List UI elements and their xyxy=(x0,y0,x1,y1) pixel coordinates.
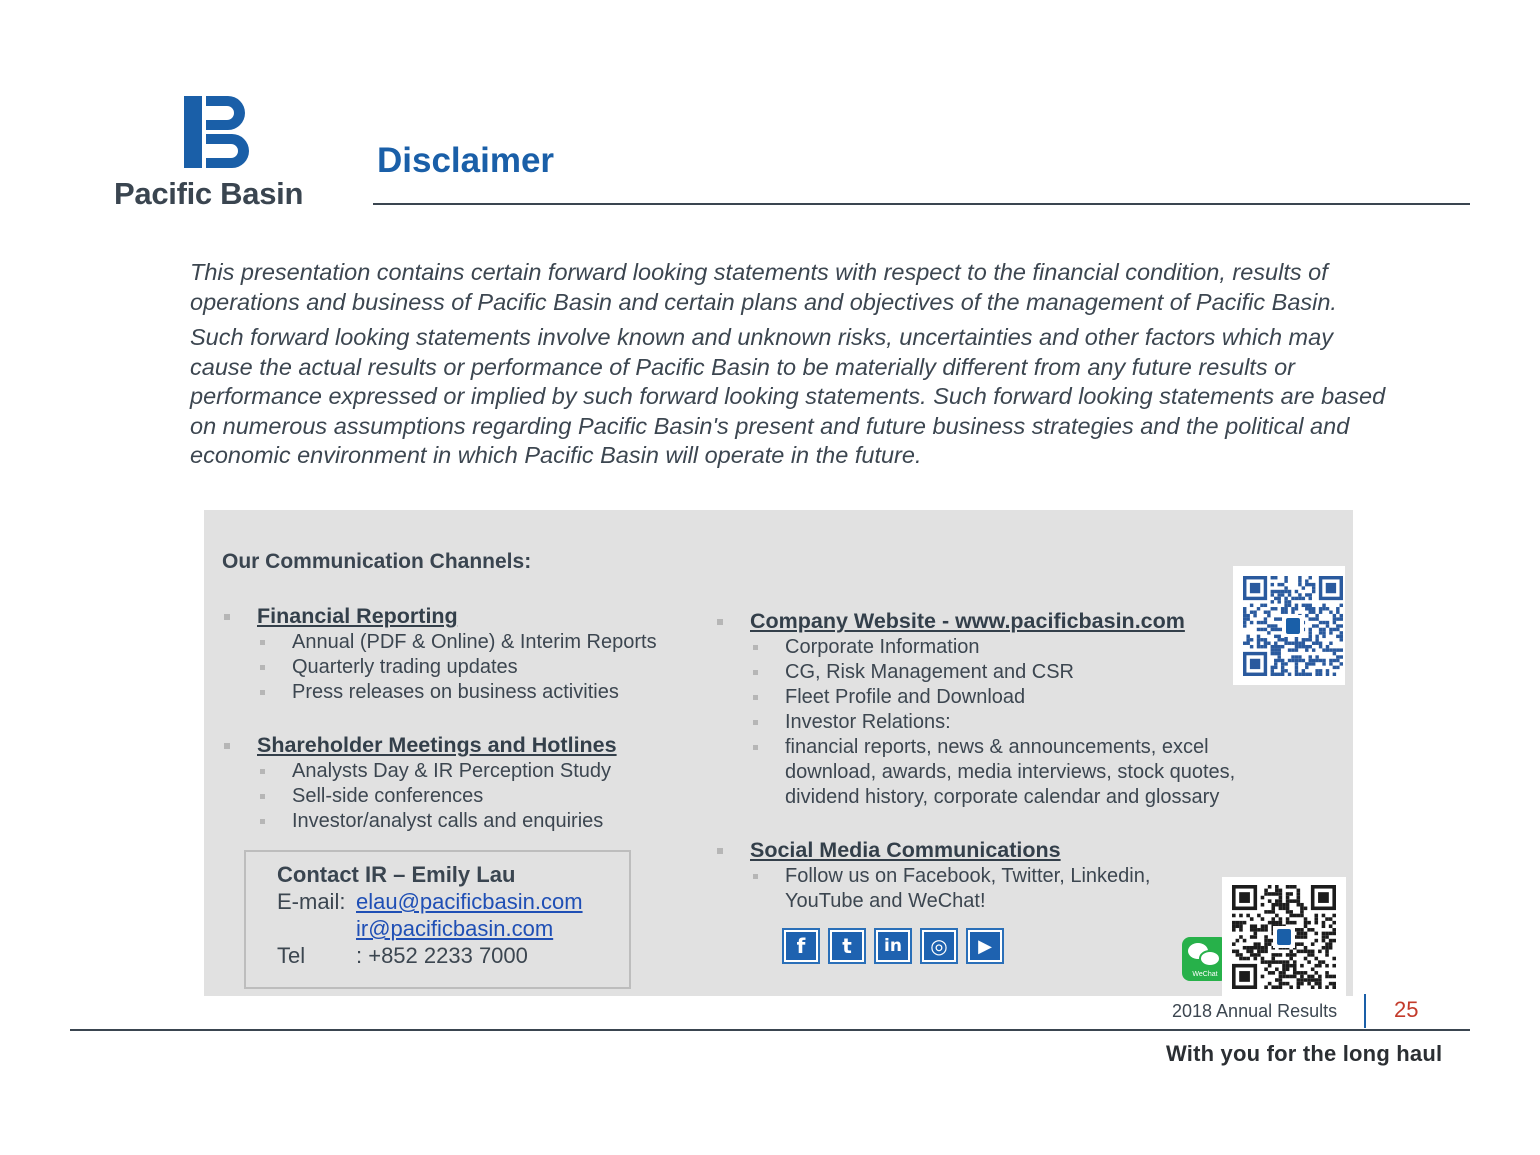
twitter-icon[interactable] xyxy=(828,928,866,964)
social-icons xyxy=(782,928,1004,964)
youtube-icon[interactable] xyxy=(966,928,1004,964)
list-item: Investor/analyst calls and enquiries xyxy=(222,809,617,834)
linkedin-icon[interactable] xyxy=(874,928,912,964)
wechat-icon[interactable] xyxy=(920,928,958,964)
shareholder-meetings-section xyxy=(222,731,617,834)
website-qr-code xyxy=(1233,566,1345,685)
linkedin-glyph: in xyxy=(878,932,908,960)
title-divider xyxy=(373,203,1470,205)
bottom-divider xyxy=(70,1029,1470,1031)
contact-ir-box xyxy=(244,850,631,989)
disclaimer-paragraph: Such forward looking statements involve known and unknown risks, uncertainties and other factors which may cause the actual results or performance of Pacific Basin to be materially different from any future results or performance expressed or implied by such forward looking statements. Such forward looking statements are based on numerous assumptions regarding Pacific Basin's present and future business strategies and the political and economic environment in which Pacific Basin will operate in the future. xyxy=(190,324,1386,468)
financial-reporting-link[interactable]: Financial Reporting xyxy=(222,602,657,630)
youtube-glyph: ▶ xyxy=(970,932,1000,960)
list-item: Follow us on Facebook, Twitter, Linkedin, YouTube and WeChat! xyxy=(715,864,1195,914)
list-item: financial reports, news & announcements, excel download, awards, media interviews, stock quotes, dividend history, corporate calendar and glossary xyxy=(715,735,1275,810)
email-link-elau[interactable]: elau@pacificbasin.com xyxy=(356,889,583,914)
list-item: CG, Risk Management and CSR xyxy=(715,660,1275,685)
pacific-basin-logo-icon xyxy=(184,96,254,168)
footer-label: 2018 Annual Results xyxy=(1172,1001,1338,1021)
channels-heading: Our Communication Channels: xyxy=(222,550,532,573)
list-item: Annual (PDF & Online) & Interim Reports xyxy=(222,630,657,655)
tel-value: : +852 2233 7000 xyxy=(356,943,528,968)
social-media-link[interactable]: Social Media Communications xyxy=(715,836,1195,864)
tel-label: Tel xyxy=(277,943,306,968)
shareholder-meetings-link[interactable]: Shareholder Meetings and Hotlines xyxy=(222,731,617,759)
page-number: 25 xyxy=(1394,997,1419,1022)
communication-channels-panel xyxy=(204,510,1353,996)
financial-reporting-section xyxy=(222,602,657,705)
list-item: Fleet Profile and Download xyxy=(715,685,1275,710)
facebook-glyph: f xyxy=(786,932,816,960)
company-website-section xyxy=(715,607,1275,810)
contact-name: Contact IR – Emily Lau xyxy=(277,862,516,887)
list-item: Press releases on business activities xyxy=(222,680,657,705)
email-link-ir[interactable]: ir@pacificbasin.com xyxy=(356,916,554,941)
logo-name: Pacific Basin xyxy=(114,176,304,211)
list-item: Quarterly trading updates xyxy=(222,655,657,680)
company-website-link[interactable]: Company Website - www.pacificbasin.com xyxy=(715,607,1275,635)
list-item: Corporate Information xyxy=(715,635,1275,660)
disclaimer-text xyxy=(190,258,1400,477)
page-title: Disclaimer xyxy=(377,141,555,180)
social-media-section xyxy=(715,836,1195,914)
wechat-label: WeChat xyxy=(1192,971,1218,978)
facebook-icon[interactable] xyxy=(782,928,820,964)
disclaimer-paragraph: This presentation contains certain forward looking statements with respect to the financial condition, results of operations and business of Pacific Basin and certain plans and objectives of the management of Pacific Basin. xyxy=(190,259,1337,315)
list-item: Investor Relations: xyxy=(715,710,1275,735)
company-logo xyxy=(114,96,324,216)
list-item: Sell-side conferences xyxy=(222,784,617,809)
footer-divider xyxy=(1364,994,1366,1028)
twitter-glyph: t xyxy=(832,932,862,960)
email-label: E-mail: xyxy=(277,889,346,914)
tagline: With you for the long haul xyxy=(1166,1041,1443,1066)
list-item: Analysts Day & IR Perception Study xyxy=(222,759,617,784)
wechat-qr-code xyxy=(1222,877,1346,996)
wechat-glyph: ◎ xyxy=(924,932,954,960)
